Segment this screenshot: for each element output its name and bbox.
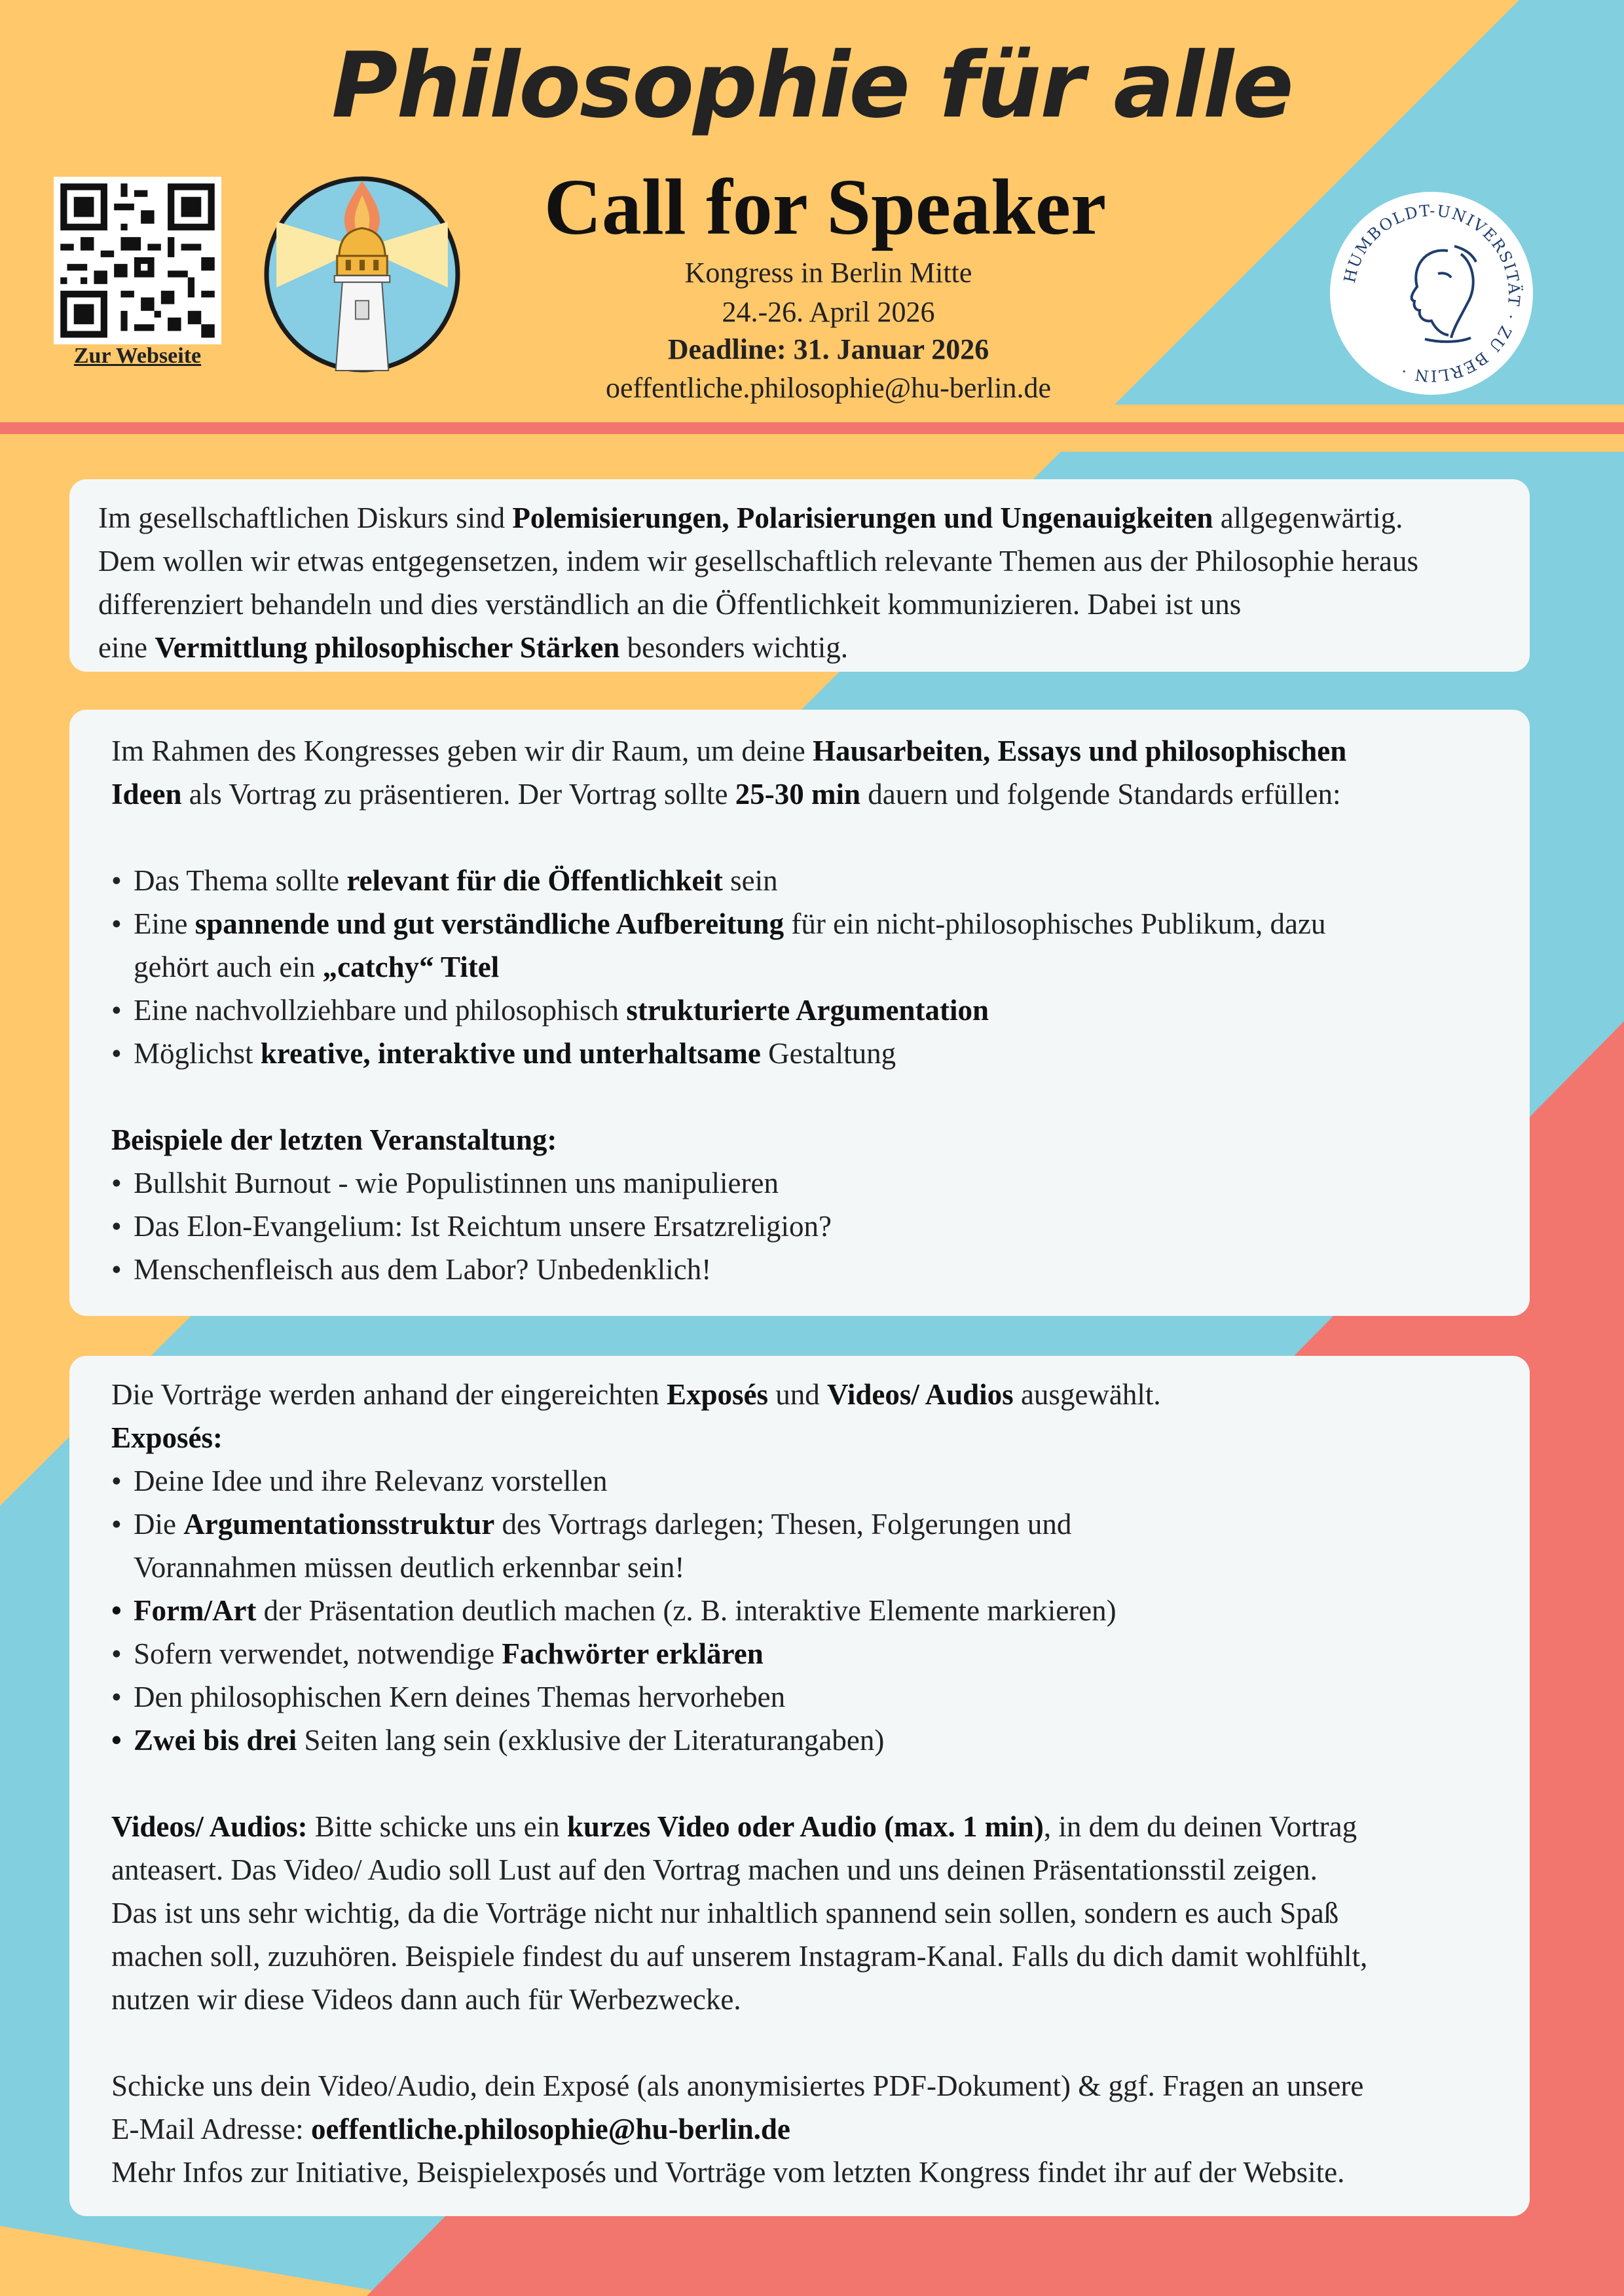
list-item xyxy=(111,1032,1530,1075)
list-highlight: relevant für die Öffentlichkeit xyxy=(346,864,723,897)
body-text: , in dem du deinen Vortrag xyxy=(1043,1810,1357,1843)
body-text: Im Rahmen des Kongresses geben wir dir Raum, um deine xyxy=(111,735,813,767)
body-text: E-Mail Adresse: xyxy=(111,2113,311,2145)
list-item xyxy=(111,1503,1530,1589)
body-text: Das ist uns sehr wichtig, da die Vorträge nicht nur inhaltlich spannend sein sollen, sondern es auch Spaß xyxy=(111,1897,1339,1929)
list-text: für ein nicht-philosophisches Publikum, dazu xyxy=(784,907,1326,940)
list-highlight: Form/Art xyxy=(134,1594,257,1627)
list-text: Gestaltung xyxy=(760,1037,896,1070)
list-item xyxy=(111,1632,1530,1675)
body-text: nutzen wir diese Videos dann auch für Werbezwecke. xyxy=(111,1983,741,2016)
svg-text:HUMBOLDT-UNIVERSITÄT · ZU BERL: HUMBOLDT-UNIVERSITÄT · ZU BERLIN · xyxy=(1340,201,1524,386)
intro-text: Im gesellschaftlichen Diskurs sind xyxy=(98,501,513,534)
list-item xyxy=(111,989,1530,1032)
list-text: Sofern verwendet, notwendige xyxy=(134,1637,502,1670)
bullet-icon: • xyxy=(111,1210,122,1243)
bullet-icon: • xyxy=(111,1167,122,1199)
contact-email[interactable]: oeffentliche.philosophie@hu-berlin.de xyxy=(606,372,1051,404)
intro-highlight: Polemisierungen, Polarisierungen und Ungenauigkeiten xyxy=(512,501,1213,534)
intro-text: Dem wollen wir etwas entgegensetzen, indem wir gesellschaftlich relevante Themen aus der Philosophie heraus xyxy=(98,545,1419,577)
body-text: Schicke uns dein Video/Audio, dein Exposé (als anonymisiertes PDF-Dokument) & ggf. Fragen an unsere xyxy=(111,2069,1364,2102)
list-text: Eine xyxy=(134,907,195,940)
website-link[interactable]: Zur Webseite xyxy=(73,344,202,368)
example-title: Menschenfleisch aus dem Labor? Unbedenklich! xyxy=(134,1253,712,1286)
bullet-icon: • xyxy=(111,1594,122,1627)
list-highlight: strukturierte Argumentation xyxy=(626,994,989,1027)
list-item xyxy=(111,1459,1530,1503)
deadline: Deadline: 31. Januar 2026 xyxy=(667,333,989,365)
list-highlight: Argumentationsstruktur xyxy=(183,1508,495,1540)
submission-panel xyxy=(69,1356,1530,2216)
bullet-icon: • xyxy=(111,1253,122,1286)
list-text: Vorannahmen müssen deutlich erkennbar sein! xyxy=(134,1551,685,1584)
body-highlight: Exposés xyxy=(666,1378,769,1411)
subtitle: Call for Speaker xyxy=(544,163,1107,251)
example-title: Bullshit Burnout - wie Populistinnen uns manipulieren xyxy=(134,1167,779,1199)
congress-dates: 24.-26. April 2026 xyxy=(722,296,935,328)
list-highlight: spannende und gut verständliche Aufbereitung xyxy=(194,907,784,940)
expose-heading: Exposés: xyxy=(111,1421,223,1454)
intro-text: allgegenwärtig. xyxy=(1213,501,1403,534)
list-text: Die xyxy=(134,1508,184,1540)
intro-text: eine xyxy=(98,631,155,664)
list-item xyxy=(111,1589,1530,1632)
list-text: des Vortrags darlegen; Thesen, Folgerungen und xyxy=(494,1508,1072,1540)
list-item xyxy=(111,1719,1530,1762)
bullet-icon: • xyxy=(111,1637,122,1670)
qr-code-icon[interactable] xyxy=(54,177,221,344)
list-item xyxy=(111,1205,1530,1248)
list-item xyxy=(111,1248,1530,1291)
list-highlight: Fachwörter erklären xyxy=(502,1637,764,1670)
list-text: Den philosophischen Kern deines Themas hervorheben xyxy=(134,1681,786,1713)
contact-email-link[interactable]: oeffentliche.philosophie@hu-berlin.de xyxy=(310,2113,790,2145)
body-text: als Vortrag zu präsentieren. Der Vortrag sollte xyxy=(181,778,735,811)
video-heading: Videos/ Audios: xyxy=(111,1810,308,1843)
list-item xyxy=(111,1161,1530,1205)
body-text: machen soll, zuzuhören. Beispiele findest du auf unserem Instagram-Kanal. Falls du dich damit wohlfühlt, xyxy=(111,1940,1368,1973)
body-text: dauern und folgende Standards erfüllen: xyxy=(860,778,1341,811)
intro-text: differenziert behandeln und dies verständlich an die Öffentlichkeit kommunizieren. Dabei ist uns xyxy=(98,588,1242,621)
list-text: Möglichst xyxy=(134,1037,261,1070)
list-text: gehört auch ein xyxy=(134,951,323,983)
body-text: Die Vorträge werden anhand der eingereichten xyxy=(111,1378,667,1411)
list-text: Eine nachvollziehbare und philosophisch xyxy=(134,994,627,1027)
examples-heading: Beispiele der letzten Veranstaltung: xyxy=(111,1123,557,1156)
example-title: Das Elon-Evangelium: Ist Reichtum unsere Ersatzreligion? xyxy=(134,1210,832,1243)
list-text: Das Thema sollte xyxy=(134,864,347,897)
body-text: Bitte schicke uns ein xyxy=(307,1810,567,1843)
list-highlight: „catchy“ Titel xyxy=(322,951,500,983)
congress-location: Kongress in Berlin Mitte xyxy=(684,257,972,289)
body-highlight: kurzes Video oder Audio (max. 1 min) xyxy=(566,1810,1044,1843)
list-text: sein xyxy=(722,864,778,897)
body-text: anteasert. Das Video/ Audio soll Lust auf den Vortrag machen und uns deinen Präsentationsstil zeigen. xyxy=(111,1853,1318,1886)
list-item xyxy=(111,859,1530,902)
intro-highlight: Vermittlung philosophischer Stärken xyxy=(155,631,620,664)
body-text: Mehr Infos zur Initiative, Beispielexposés und Vorträge vom letzten Kongress findet ihr auf der Website. xyxy=(111,2156,1345,2189)
list-text: der Präsentation deutlich machen (z. B. interaktive Elemente markieren) xyxy=(256,1594,1116,1627)
list-text: Deine Idee und ihre Relevanz vorstellen xyxy=(134,1465,608,1497)
list-text: Seiten lang sein (exklusive der Literaturangaben) xyxy=(297,1724,885,1757)
main-title: Philosophie für alle xyxy=(331,33,1293,138)
body-text: und xyxy=(768,1378,828,1411)
list-highlight: kreative, interaktive und unterhaltsame xyxy=(260,1037,761,1070)
talk-requirements-panel xyxy=(69,710,1530,1316)
list-highlight: Zwei bis drei xyxy=(134,1724,297,1757)
intro-text: besonders wichtig. xyxy=(619,631,849,664)
intro-panel xyxy=(69,479,1530,672)
body-highlight: Videos/ Audios xyxy=(827,1378,1014,1411)
bullet-icon: • xyxy=(111,1508,122,1540)
body-text: ausgewählt. xyxy=(1013,1378,1161,1411)
list-item xyxy=(111,902,1530,989)
talk-duration: 25-30 min xyxy=(735,778,860,811)
bullet-icon: • xyxy=(111,1465,122,1497)
bullet-icon: • xyxy=(111,1037,122,1070)
bullet-icon: • xyxy=(111,1724,122,1757)
bullet-icon: • xyxy=(111,907,122,940)
bullet-icon: • xyxy=(111,1681,122,1713)
bullet-icon: • xyxy=(111,864,122,897)
hu-berlin-seal-icon xyxy=(1327,189,1536,398)
lighthouse-logo-icon xyxy=(263,175,461,373)
list-item xyxy=(111,1675,1530,1719)
body-highlight: Ideen xyxy=(111,778,182,811)
body-highlight: Hausarbeiten, Essays und philosophischen xyxy=(813,735,1347,767)
bullet-icon: • xyxy=(111,994,122,1027)
